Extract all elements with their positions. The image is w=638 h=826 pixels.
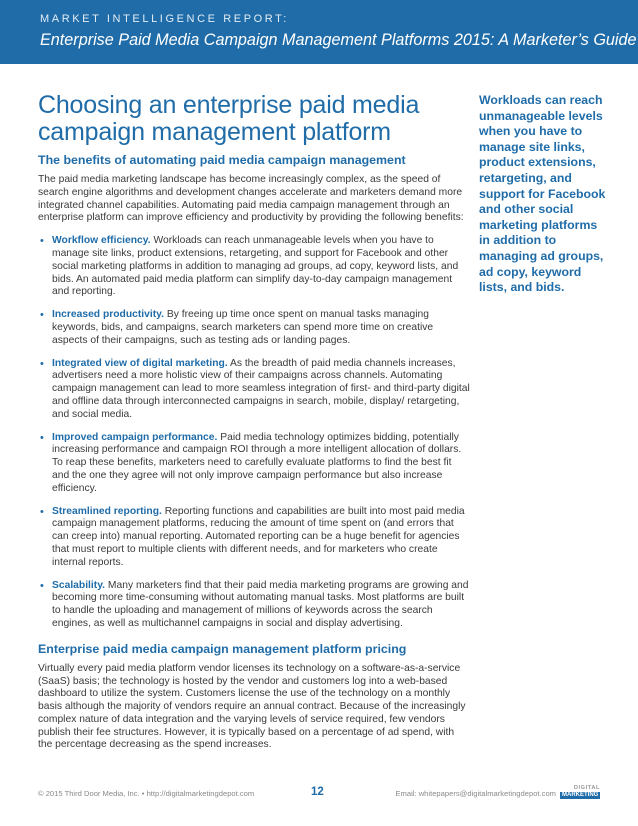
page-number: 12 xyxy=(311,786,324,798)
bullet-dot-icon: • xyxy=(40,309,44,322)
bullet-dot-icon: • xyxy=(40,431,44,444)
bullet-dot-icon: • xyxy=(40,505,44,518)
digital-marketing-logo xyxy=(560,785,600,801)
page-title: Choosing an enterprise paid media campaign management platform xyxy=(38,91,420,146)
benefit-term: Improved campaign performance. xyxy=(52,431,218,443)
benefit-term: Integrated view of digital marketing. xyxy=(52,357,228,369)
pull-quote: Workloads can reach unmanageable levels when you have to manage site links, product extensions, retargeting, and support for Facebook and other social marketing platforms in addition to managing ad groups, ad copy, keyword lists, and bids. xyxy=(479,93,606,295)
benefit-text: Reporting functions and capabilities are built into most paid media campaign management platforms, reducing the amount of time spent on (and errors that can creep into) manual reporting. Automated reporting can be a huge benefit for agencies that must report to multiple clients with different needs, and for marketers who create internal reports. xyxy=(52,505,465,568)
page-footer xyxy=(38,785,600,803)
bullet-dot-icon: • xyxy=(40,235,44,248)
header-kicker: MARKET INTELLIGENCE REPORT: xyxy=(40,13,289,25)
benefit-term: Scalability. xyxy=(52,579,106,591)
header-title: Enterprise Paid Media Campaign Management Platforms 2015: A Marketer’s Guide xyxy=(40,31,637,49)
benefits-intro: The paid media marketing landscape has become increasingly complex, as the speed of search engine algorithms and development changes accelerate and marketers demand more integrated channel capabilities. Automating paid media campaign management through an enterprise platform can improve efficiency and productivity by providing the following benefits: xyxy=(38,174,464,224)
benefit-item-productivity xyxy=(38,309,470,347)
benefit-item-reporting xyxy=(38,506,470,570)
benefit-term: Increased productivity. xyxy=(52,309,164,321)
benefit-text: Many marketers find that their paid media marketing programs are growing and becoming more time-consuming without automating manual tasks. Most platforms are built to handle the uploading and management of millions of keywords across the search engines, as well as multichannel campaigns in social and display advertising. xyxy=(52,579,469,629)
benefit-text: By freeing up time once spent on manual tasks managing keywords, bids, and campaigns, search marketers can spend more time on creative aspects of their campaigns, such as testing ads or landing pages. xyxy=(52,309,434,346)
benefit-text: Paid media technology optimizes bidding, potentially increasing performance and campaign ROI through a more intelligent allocation of dollars. To reap these benefits, marketers need to carefully evaluate platforms to find the best fit and the one they agree will not only improve campaign performance but also increase efficiency. xyxy=(52,431,462,494)
benefit-item-performance xyxy=(38,432,470,496)
logo-bottom-text: MARKETING xyxy=(562,792,599,798)
benefit-term: Workflow efficiency. xyxy=(52,235,151,247)
pricing-heading: Enterprise paid media campaign management platform pricing xyxy=(38,641,407,656)
benefit-item-scalability xyxy=(38,580,470,631)
footer-copyright[interactable]: © 2015 Third Door Media, Inc. • http://digitalmarketingdepot.com xyxy=(38,789,255,798)
report-header xyxy=(0,0,638,64)
benefit-term: Streamlined reporting. xyxy=(52,505,162,517)
benefits-heading: The benefits of automating paid media campaign management xyxy=(38,153,406,167)
pricing-text: Virtually every paid media platform vendor licenses its technology on a software-as-a-service (SaaS) basis; the technology is hosted by the vendor and customers log into a web-based dashboard to utilize the system. Customers license the use of the technology on a monthly basis although the majority of vendors require an annual contract. Because of the increasingly complex nature of data integration and the varying levels of service required, few vendors publish their fee structures. However, it is typically based on a percentage of ad spend, with the percentage decreasing as the spend increases. xyxy=(38,662,466,751)
benefit-item-integrated-view xyxy=(38,358,470,422)
bullet-dot-icon: • xyxy=(40,357,44,370)
logo-top-text: DIGITAL xyxy=(573,785,600,791)
benefit-item-workflow xyxy=(38,235,470,299)
benefit-text: As the breadth of paid media channels increases, advertisers need a more holistic view of their campaigns across channels. Automating campaign management can lead to more seamless integration of first- and third-party digital and offline data through interconnected campaigns in search, mobile, display/ retargeting, and social media. xyxy=(52,357,470,420)
bullet-dot-icon: • xyxy=(40,579,44,592)
footer-email[interactable]: Email: whitepapers@digitalmarketingdepot.com xyxy=(395,789,556,798)
benefit-text: Workloads can reach unmanageable levels when you have to manage site links, product extensions, retargeting, and support for Facebook and other social marketing platforms in addition to managing ad groups, ad copy, keyword lists, and bids. An automated paid media platform can simplify day-to-day campaign management and reporting. xyxy=(52,235,459,298)
main-content xyxy=(38,92,470,752)
benefits-list xyxy=(38,235,470,631)
